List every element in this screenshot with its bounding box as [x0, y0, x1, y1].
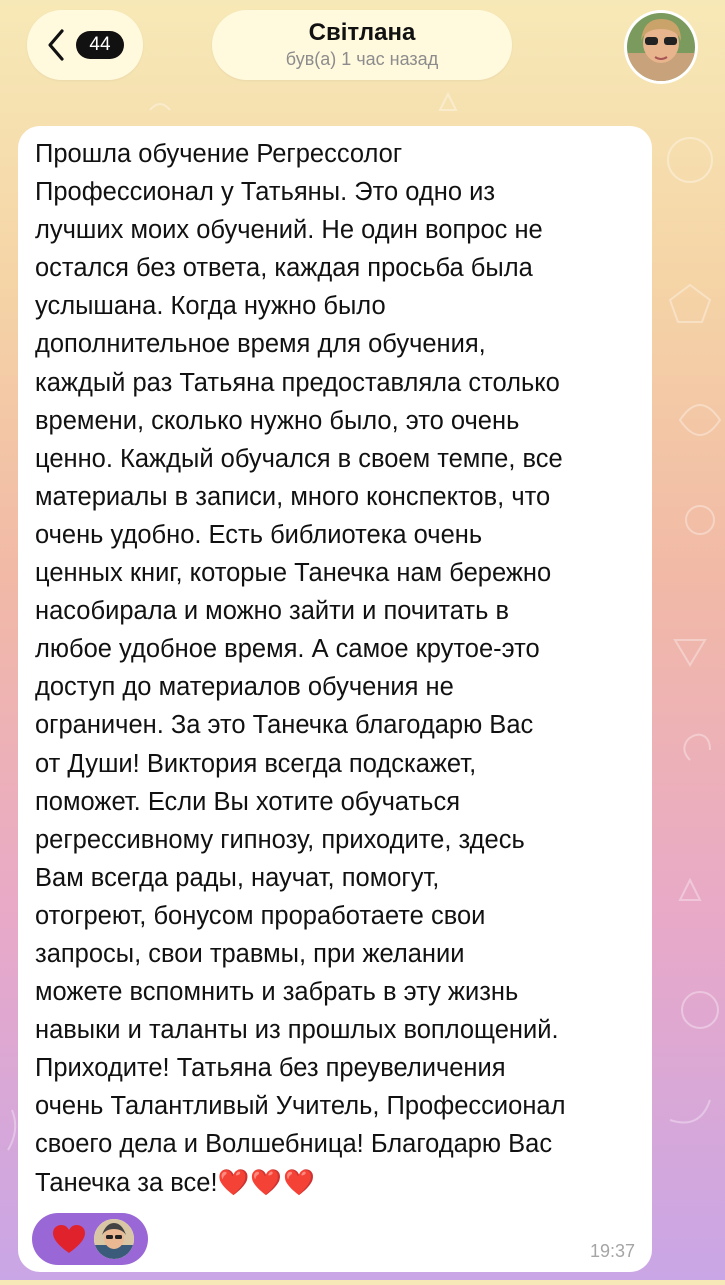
message-text — [35, 135, 634, 1202]
contact-name: Світлана — [308, 19, 416, 46]
message-body: Прошла обучение Регрессолог Профессионал у Татьяны. Это одно из лучших моих обучений. Не один вопрос не остался без ответа, каждая просьба была услышана. Когда нужно было дополнительное время для обучения, каждый раз Татьяна предоставляла столько времени, сколько нужно было, это очень ценно. Каждый обучался в своем темпе, все материалы в записи, много конспектов, что очень удобно. Есть библиотека очень ценных книг, которые Танечка нам бережно насобирала и можно зайти и почитать в любое удобное время. А самое крутое-это доступ до материалов обучения не ограничен. За это Танечка благодарю Вас от Души! Виктория всегда подскажет, поможет. Если Вы хотите обучаться регрессивному гипнозу, приходите, здесь Вам всегда рады, научат, помогут, отогреют, бонусом проработаете свои запросы, свои травмы, при желании можете вспомнить и забрать в эту жизнь навыки и таланты из прошлых воплощений. Приходите! Татьяна без преувеличения очень Талантливый Учитель, Профессионал своего дела и Волшебница! Благодарю Вас Танечка за все! — [35, 140, 566, 1197]
last-seen-status: був(а) 1 час назад — [285, 49, 439, 69]
unread-count-badge: 44 — [76, 31, 124, 59]
heart-emoji: ❤️❤️❤️ — [217, 1168, 316, 1197]
reaction-pill[interactable] — [32, 1213, 148, 1265]
red-heart-icon — [52, 1224, 86, 1254]
chevron-left-icon — [46, 28, 66, 62]
back-button[interactable] — [27, 10, 143, 80]
contact-avatar[interactable] — [624, 10, 698, 84]
incoming-message-bubble[interactable] — [18, 126, 652, 1272]
reactor-avatar — [92, 1217, 136, 1261]
avatar-photo — [627, 13, 695, 81]
chat-header-title[interactable] — [212, 10, 512, 80]
message-time: 19:37 — [589, 1241, 635, 1261]
